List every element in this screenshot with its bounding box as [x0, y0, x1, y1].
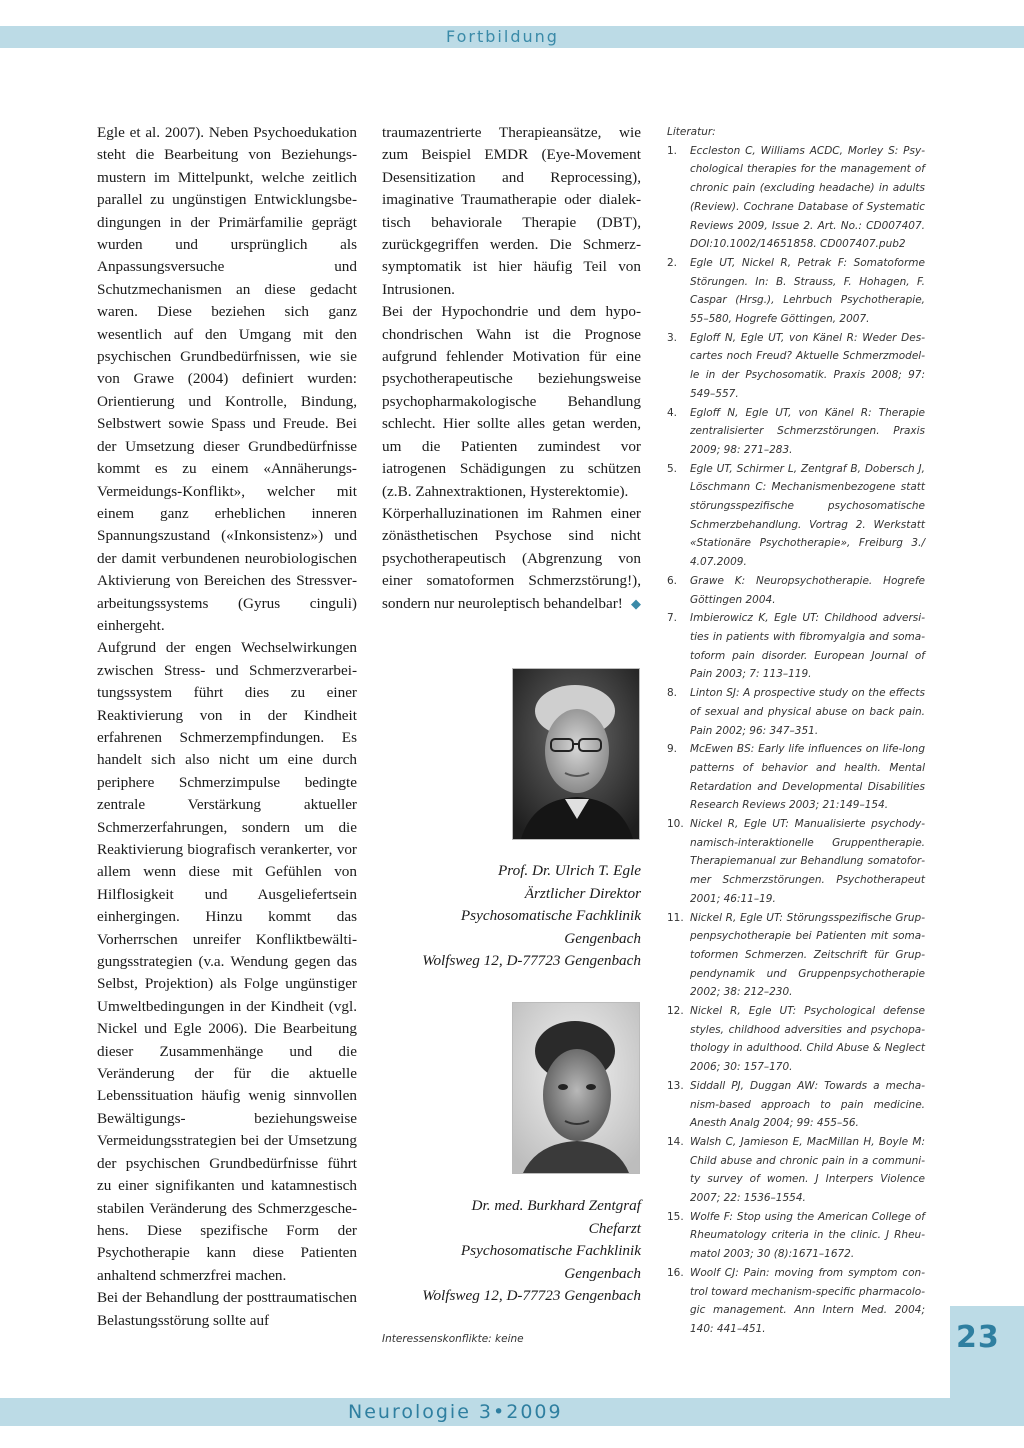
- reference-item: [667, 572, 925, 609]
- paragraph: Egle et al. 2007). Neben Psychoedukation steht die Bearbeitung von Beziehungsmustern im Mittelpunkt, welche zeitlich parallel zu ungünstigen Entwicklungsbedingungen in der Primärfamilie geprägt wurden und ursprünglich als Anpassungsversuche und Schutzmechanismen an diese gedacht waren. Diese beziehen sich ganz wesentlich auf den Umgang mit den psychischen Grundbedürfnissen, wie sie von Grawe (2004) definiert wurden: Orientierung und Kontrolle, Bindung, Selbstwert sowie Spass und Freude. Bei der Umsetzung dieser Grundbedürfnisse kommt es zu einem «Annäherungs-Vermeidungs-Konflikt», welcher mit einem ganz erheblichen inneren Spannungszustand («Inkonsistenz») und der damit verbundenen neurobiologischen Aktivierung von Bereichen des Stressverarbeitungssystems (Gyrus cinguli) einhergeht.: [97, 124, 357, 634]
- reference-item: [667, 609, 925, 684]
- article-column-2: [382, 122, 641, 615]
- author-city: Gengenbach: [564, 929, 641, 947]
- reference-text: Siddall PJ, Duggan AW: Towards a mechanism-based approach to pain medicine. Anesth Analg 2004; 99: 455–56.: [690, 1079, 925, 1130]
- reference-number: 6.: [667, 574, 678, 587]
- paragraph: Aufgrund der engen Wechselwirkungen zwischen Stress- und Schmerzverarbeitungssystem führt dies zu einer Reaktivierung von in der Kindheit erfahrenen Schmerzempfindungen. Es handelt sich also nicht um eine durch periphere Schmerzimpulse bedingte zentrale Verstärkung aktueller Schmerzerfahrungen, sondern um die Reaktivierung biografisch verankerter, vor allem wenn diese mit Gefühlen von Hilflosigkeit und Ausgeliefertsein einhergingen. Hinzu kommt das Vorherrschen unreifer Konfliktbewältigungsstrategien (v.a. Wendung gegen das Selbst, Projektion) als Folge ungünstiger Umweltbedingungen in der Kindheit (vgl. Nickel und Egle 2006). Die Bearbeitung dieser Zusammenhänge und die Veränderung der für die aktuelle Lebenssituation häufig wenig sinnvollen Bewältigungs- beziehungsweise Vermeidungsstrategien bei der Umsetzung der psychischen Grundbedürfnisse führt zu einer signifikanten und katamnestisch stabilen Veränderung des Schmerzgeschehens. Diese spezifische Form der Psychotherapie kann diese Patienten anhaltend schmerzfrei machen.: [97, 639, 357, 1284]
- author-name: Dr. med. Burkhard Zentgraf: [471, 1197, 641, 1214]
- reference-text: Walsh C, Jamieson E, MacMillan H, Boyle M: Child abuse and chronic pain in a community survey of women. J Interpers Violence 2007; 22: 1536–1554.: [690, 1135, 925, 1205]
- header-bar: [0, 26, 1024, 48]
- reference-text: Egloff N, Egle UT, von Känel R: Weder Descartes noch Freud? Aktuelle Schmerzmodelle in der Psychosomatik. Praxis 2008; 97: 549–557.: [690, 331, 925, 400]
- author-caption-egle: [382, 860, 641, 973]
- reference-text: Egle UT, Schirmer L, Zentgraf B, Dobersch J, Löschmann C: Mechanismenbezogene statt störungsspezifische psychosomatische Schmerzbehandlung. Vortrag 2. Werkstatt «Stationäre Psychotherapie», Freiburg 3./ 4.07.2009.: [690, 462, 925, 569]
- reference-number: 4.: [667, 406, 678, 419]
- reference-item: [667, 684, 925, 740]
- reference-text: Nickel R, Egle UT: Manualisierte psychodynamisch-interaktionelle Gruppentherapie. Therapiemanual zur Behandlung somatoformer Schmerzstörungen. Psychotherapeut 2001; 46:11–19.: [690, 818, 925, 905]
- reference-item: [667, 460, 925, 572]
- reference-text: Eccleston C, Williams ACDC, Morley S: Psychological therapies for the management of chronic pain (excluding headache) in adults (Review). Cochrane Database of Systematic Reviews 2009, Issue 2. Art. No.: CD007407. DOI:10.1002/14651858. CD007407.pub2: [690, 144, 925, 251]
- reference-text: McEwen BS: Early life influences on life-long patterns of behavior and health. Mental Retardation and Developmental Disabilities Research Reviews 2003; 21:149–154.: [690, 743, 925, 812]
- reference-text: Imbierowicz K, Egle UT: Childhood adversities in patients with fibromyalgia and somatoform pain disorder. European Journal of Pain 2003; 7: 113–119.: [690, 612, 925, 681]
- reference-item: [667, 1133, 925, 1208]
- reference-item: [667, 254, 925, 329]
- reference-item: [667, 909, 925, 1003]
- article-column-1: [97, 122, 357, 1332]
- reference-number: 11.: [667, 911, 684, 924]
- reference-text: Nickel R, Egle UT: Psychological defense styles, childhood adversities and psychopathology in adulthood. Child Abuse & Neglect 2006; 30: 157–170.: [690, 1005, 925, 1074]
- reference-text: Nickel R, Egle UT: Störungsspezifische Gruppenpsychotherapie bei Patienten mit somatoformen Schmerzen. Zeitschrift für Gruppendynamik und Gruppenpsychotherapie 2002; 38: 212–230.: [690, 911, 925, 999]
- reference-text: Wolfe F: Stop using the American College of Rheumatology criteria in the clinic. J Rheumatol 2003; 30 (8):1671–1672.: [690, 1210, 925, 1261]
- reference-number: 12.: [667, 1005, 684, 1018]
- reference-text: Linton SJ: A prospective study on the effects of sexual and physical abuse on back pain. Pain 2002; 96: 347–351.: [690, 687, 925, 737]
- end-of-article-icon: ◆: [631, 595, 641, 611]
- reference-number: 14.: [667, 1135, 684, 1148]
- reference-item: [667, 1002, 925, 1077]
- reference-text: Grawe K: Neuropsychotherapie. Hogrefe Göttingen 2004.: [690, 574, 925, 606]
- author-address: Wolfsweg 12, D-77723 Gengenbach: [422, 1287, 641, 1305]
- reference-number: 10.: [667, 818, 684, 831]
- author-role: Chefarzt: [588, 1219, 641, 1237]
- reference-text: Egloff N, Egle UT, von Känel R: Therapie zentralisierter Schmerzstörungen. Praxis 2009; 98: 271–283.: [690, 406, 925, 456]
- paragraph-text: Körperhalluzinationen im Rahmen einer zönästhetischen Psychose sind nicht psychotherapeutisch (Abgrenzung von einer somatoformen Schmerzstörung!), sondern nur neuroleptisch behandelbar!: [382, 504, 641, 612]
- paragraph: [382, 503, 641, 615]
- references-heading: Literatur:: [667, 126, 716, 138]
- reference-number: 13.: [667, 1079, 684, 1092]
- section-title: Fortbildung: [446, 27, 559, 46]
- reference-number: 16.: [667, 1266, 684, 1279]
- conflict-of-interest-note: Interessenskonflikte: keine: [382, 1333, 524, 1345]
- author-portrait-zentgraf: [512, 1002, 640, 1174]
- author-institution: Psychosomatische Fachklinik: [460, 1242, 641, 1260]
- paragraph: traumazentrierte Therapieansätze, wie zum Beispiel EMDR (Eye-Movement Desensitization and Reprocessing), imaginative Traumatherapie oder dialektisch behaviorale Therapie (DBT), zurückgegriffen werden. Die Schmerzsymptomatik ist hier häufig Teil von Intrusionen.: [382, 124, 641, 298]
- reference-item: [667, 1264, 925, 1339]
- footer-bar: [0, 1398, 1024, 1426]
- reference-number: 2.: [667, 256, 678, 269]
- reference-item: [667, 1077, 925, 1133]
- paragraph: Bei der Behandlung der posttraumatischen Belastungsstörung sollte auf: [97, 1289, 357, 1329]
- journal-issue: Neurologie 3•2009: [348, 1401, 563, 1423]
- reference-number: 7.: [667, 612, 678, 625]
- reference-number: 8.: [667, 687, 678, 700]
- reference-number: 1.: [667, 144, 678, 157]
- reference-item: [667, 329, 925, 404]
- author-city: Gengenbach: [564, 1264, 641, 1282]
- portrait-image: [513, 669, 639, 839]
- reference-item: [667, 404, 925, 460]
- reference-item: [667, 1208, 925, 1264]
- reference-text: Egle UT, Nickel R, Petrak F: Somatoforme Störungen. In: B. Strauss, F. Hohagen, F. Caspar (Hrsg.), Lehrbuch Psychotherapie, 55–580, Hogrefe Göttingen, 2007.: [690, 256, 925, 326]
- reference-number: 5.: [667, 462, 678, 475]
- reference-item: [667, 815, 925, 909]
- author-caption-zentgraf: [382, 1195, 641, 1308]
- author-institution: Psychosomatische Fachklinik: [460, 907, 641, 925]
- reference-text: Woolf CJ: Pain: moving from symptom control toward mechanism-specific pharmacologic management. Ann Intern Med. 2004; 140: 441–451.: [690, 1266, 925, 1335]
- author-address: Wolfsweg 12, D-77723 Gengenbach: [422, 952, 641, 970]
- author-portrait-egle: [512, 668, 640, 840]
- reference-item: [667, 142, 925, 254]
- page-number: 23: [956, 1320, 1000, 1355]
- author-name: Prof. Dr. Ulrich T. Egle: [497, 862, 641, 879]
- author-role: Ärztlicher Direktor: [524, 884, 641, 902]
- reference-number: 3.: [667, 331, 678, 344]
- portrait-image: [513, 1003, 639, 1173]
- references-list: [667, 142, 925, 1339]
- reference-item: [667, 740, 925, 815]
- reference-number: 15.: [667, 1210, 684, 1223]
- reference-number: 9.: [667, 743, 678, 756]
- references-column: [667, 123, 925, 1339]
- paragraph: Bei der Hypochondrie und dem hypochondrischen Wahn ist die Prognose aufgrund fehlender Motivation für eine psychotherapeutische beziehungsweise psychopharmakologische Behandlung schlecht. Hier sollte alles getan werden, um die Patienten zumindest vor iatrogenen Schädigungen zu schützen (z.B. Zahnextraktionen, Hysterektomie).: [382, 303, 641, 500]
